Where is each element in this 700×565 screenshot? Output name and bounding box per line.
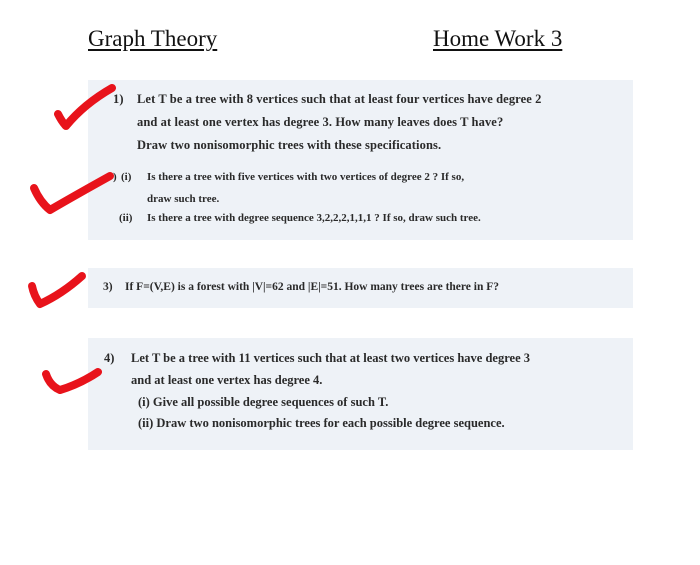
question-2-part-ii-label: (ii) — [119, 212, 133, 224]
question-4-number: 4) — [104, 351, 115, 365]
question-4-part-i: (i) Give all possible degree sequences of such T. — [138, 395, 389, 409]
course-title: Graph Theory — [88, 26, 218, 51]
checkmark-icon — [22, 266, 92, 314]
question-4-part-ii: (ii) Draw two nonisomorphic trees for each possible degree sequence. — [138, 416, 505, 430]
homework-title: Home Work 3 — [433, 26, 563, 51]
checkmark-icon — [26, 160, 118, 222]
question-2-part-i-line-1: Is there a tree with five vertices with two vertices of degree 2 ? If so, — [147, 171, 465, 183]
question-2-part-i-line-2: draw such tree. — [147, 193, 220, 205]
question-1-number: 1) — [113, 92, 124, 106]
question-2-part-ii-text: Is there a tree with degree sequence 3,2,2,2,1,1,1 ? If so, draw such tree. — [147, 212, 481, 224]
question-3-number: 3) — [103, 281, 113, 293]
checkmark-icon — [36, 352, 108, 402]
question-1-line-3: Draw two nonisomorphic trees with these specifications. — [137, 138, 442, 152]
question-4-line-2: and at least one vertex has degree 4. — [131, 373, 323, 387]
question-4-line-1: Let T be a tree with 11 vertices such that at least two vertices have degree 3 — [131, 351, 530, 365]
question-1-line-2: and at least one vertex has degree 3. How many leaves does T have? — [137, 115, 504, 129]
checkmark-icon — [40, 78, 120, 138]
question-3-text: If F=(V,E) is a forest with |V|=62 and |E|=51. How many trees are there in F? — [125, 281, 500, 293]
question-1-line-1: Let T be a tree with 8 vertices such that at least four vertices have degree 2 — [137, 92, 542, 106]
question-2-part-i-label: (i) — [121, 171, 132, 183]
question-2-number: ) — [113, 171, 117, 183]
